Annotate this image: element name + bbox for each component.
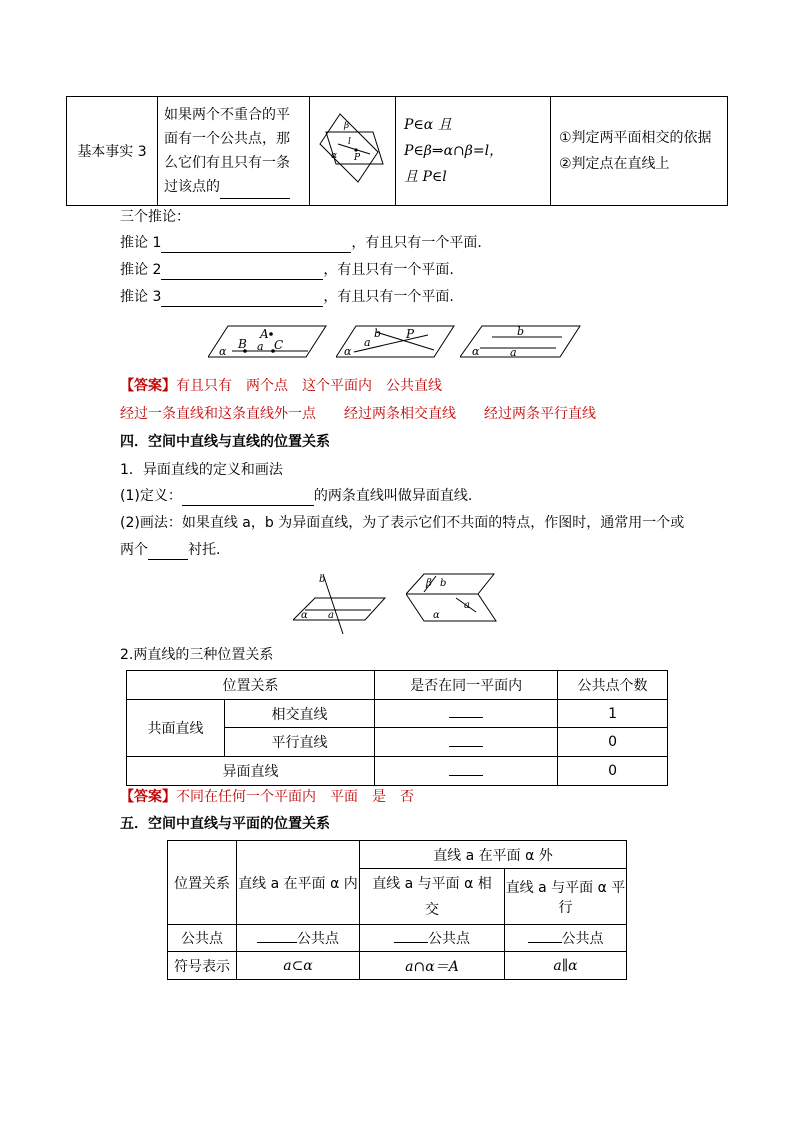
lp-col-outside: 直线 a 在平面 α 外: [360, 841, 627, 869]
answer1-line1: 【答案】有且只有 两个点 这个平面内 公共直线: [120, 378, 442, 394]
table-cell-blank: [375, 700, 558, 728]
lp-row-symbol-label: 符号表示: [168, 952, 237, 980]
figb-label-b: b: [440, 578, 447, 589]
fact3-figure: [318, 106, 388, 192]
fig3-label-b: b: [517, 325, 525, 338]
fig-label-alpha: α: [330, 151, 337, 161]
corollary1-figure: [208, 322, 328, 360]
section5-title: 五．空间中直线与平面的位置关系: [120, 816, 330, 832]
lp-cell-common: 公共点: [505, 925, 627, 952]
lp-col-inside: 直线 a 在平面 α 内: [237, 841, 360, 925]
lp-cell-common: 公共点: [237, 925, 360, 952]
section4-drawing-line2: 两个 衬托.: [120, 542, 221, 558]
lp-col-relation: 位置关系: [168, 841, 237, 925]
lp-col-intersect: 直线 a 与平面 α 相交: [360, 869, 505, 925]
fact3-content: [158, 97, 310, 206]
figa-label-a: a: [328, 610, 334, 621]
line-relation-table: [126, 670, 668, 786]
lp-row-common-label: 公共点: [168, 925, 237, 952]
table-row-name: 异面直线: [127, 757, 375, 786]
lp-col-parallel: 直线 a 与平面 α 平行: [505, 869, 627, 925]
fact3-content-line: 如果两个不重合的平: [164, 107, 290, 123]
fig2-label-p: P: [406, 327, 415, 341]
fact3-symbol: [396, 97, 551, 206]
table-cell-count: 0: [558, 728, 668, 757]
fact3-content-line: 过该点的: [164, 175, 309, 199]
table-cell-count: 0: [558, 757, 668, 786]
fig2-label-b: b: [374, 327, 382, 340]
lp-cell-common: 公共点: [360, 925, 505, 952]
fig3-label-alpha: α: [472, 345, 480, 358]
answer2: 【答案】不同在任何一个平面内 平面 是 否: [120, 789, 414, 805]
fig-label-p: P: [353, 153, 360, 163]
fact3-table: [66, 96, 728, 206]
figa-label-b: b: [319, 574, 326, 585]
lp-symbol-inside: a⊂α: [237, 952, 360, 980]
fact3-use2: ②判定点在直线上: [559, 156, 670, 172]
corollary3-figure: [460, 322, 582, 360]
fact3-content-line: 么它们有且只有一条: [164, 155, 290, 171]
fig-label-l: l: [347, 137, 351, 147]
fact3-figure-cell: [310, 97, 396, 206]
fact3-name: 基本事实 3: [67, 97, 158, 206]
answer1-line2: 经过一条直线和这条直线外一点 经过两条相交直线 经过两条平行直线: [120, 406, 596, 422]
lp-symbol-parallel: a∥α: [505, 952, 627, 980]
corollary-2: 推论 2 ，有且只有一个平面.: [120, 262, 454, 278]
fig3-label-a: a: [510, 346, 517, 359]
figa-label-alpha: α: [301, 610, 308, 621]
lp-symbol-intersect: a∩α＝A: [360, 952, 505, 980]
table-cell-blank: [375, 728, 558, 757]
table-header-coplanar: 是否在同一平面内: [375, 671, 558, 700]
figb-label-a: a: [464, 600, 470, 611]
section4-sub1: 1．异面直线的定义和画法: [120, 462, 283, 478]
line-plane-table: [167, 840, 627, 980]
table-header-relation: 位置关系: [127, 671, 375, 700]
figb-label-alpha: α: [433, 610, 440, 621]
table-row-name: 相交直线: [225, 700, 375, 728]
table-group-coplanar: 共面直线: [127, 700, 225, 757]
skew-figure-b: [406, 572, 498, 624]
table-row-name: 平行直线: [225, 728, 375, 757]
fig1-label-a-point: A: [260, 327, 269, 341]
fact3-symbol-line2: 且 P∈l: [404, 169, 447, 185]
figb-label-beta: β: [426, 578, 432, 589]
fig2-label-a: a: [364, 336, 371, 349]
table-cell-count: 1: [558, 700, 668, 728]
fact3-content-line: 面有一个公共点，那: [164, 131, 290, 147]
table-cell-blank: [375, 757, 558, 786]
section4-definition: (1)定义： 的两条直线叫做异面直线.: [120, 488, 473, 504]
skew-figure-a: [293, 570, 388, 636]
table-header-count: 公共点个数: [558, 671, 668, 700]
fig2-label-alpha: α: [344, 345, 352, 358]
corollary-3: 推论 3 ，有且只有一个平面.: [120, 289, 454, 305]
fig1-label-alpha: α: [219, 345, 227, 358]
section4-sub2: 2.两直线的三种位置关系: [120, 647, 274, 663]
corollary2-figure: [336, 322, 456, 360]
corollaries-heading: 三个推论：: [120, 209, 190, 225]
fact3-use1: ①判定两平面相交的依据: [559, 130, 712, 146]
fact3-uses: [551, 97, 728, 206]
fig-label-beta: β: [343, 121, 349, 131]
section4-drawing-line1: (2)画法：如果直线 a，b 为异面直线，为了表示它们不共面的特点，作图时，通常用一个或: [120, 515, 685, 531]
fig1-label-b: B: [238, 337, 247, 351]
fig1-label-a-line: a: [257, 340, 264, 353]
fact3-symbol-line1: P∈α 且 P∈β⇒α∩β=l，: [404, 117, 504, 159]
corollary-1: 推论 1 ，有且只有一个平面.: [120, 235, 482, 251]
fig1-label-c: C: [274, 338, 284, 352]
section4-title: 四．空间中直线与直线的位置关系: [120, 434, 330, 450]
